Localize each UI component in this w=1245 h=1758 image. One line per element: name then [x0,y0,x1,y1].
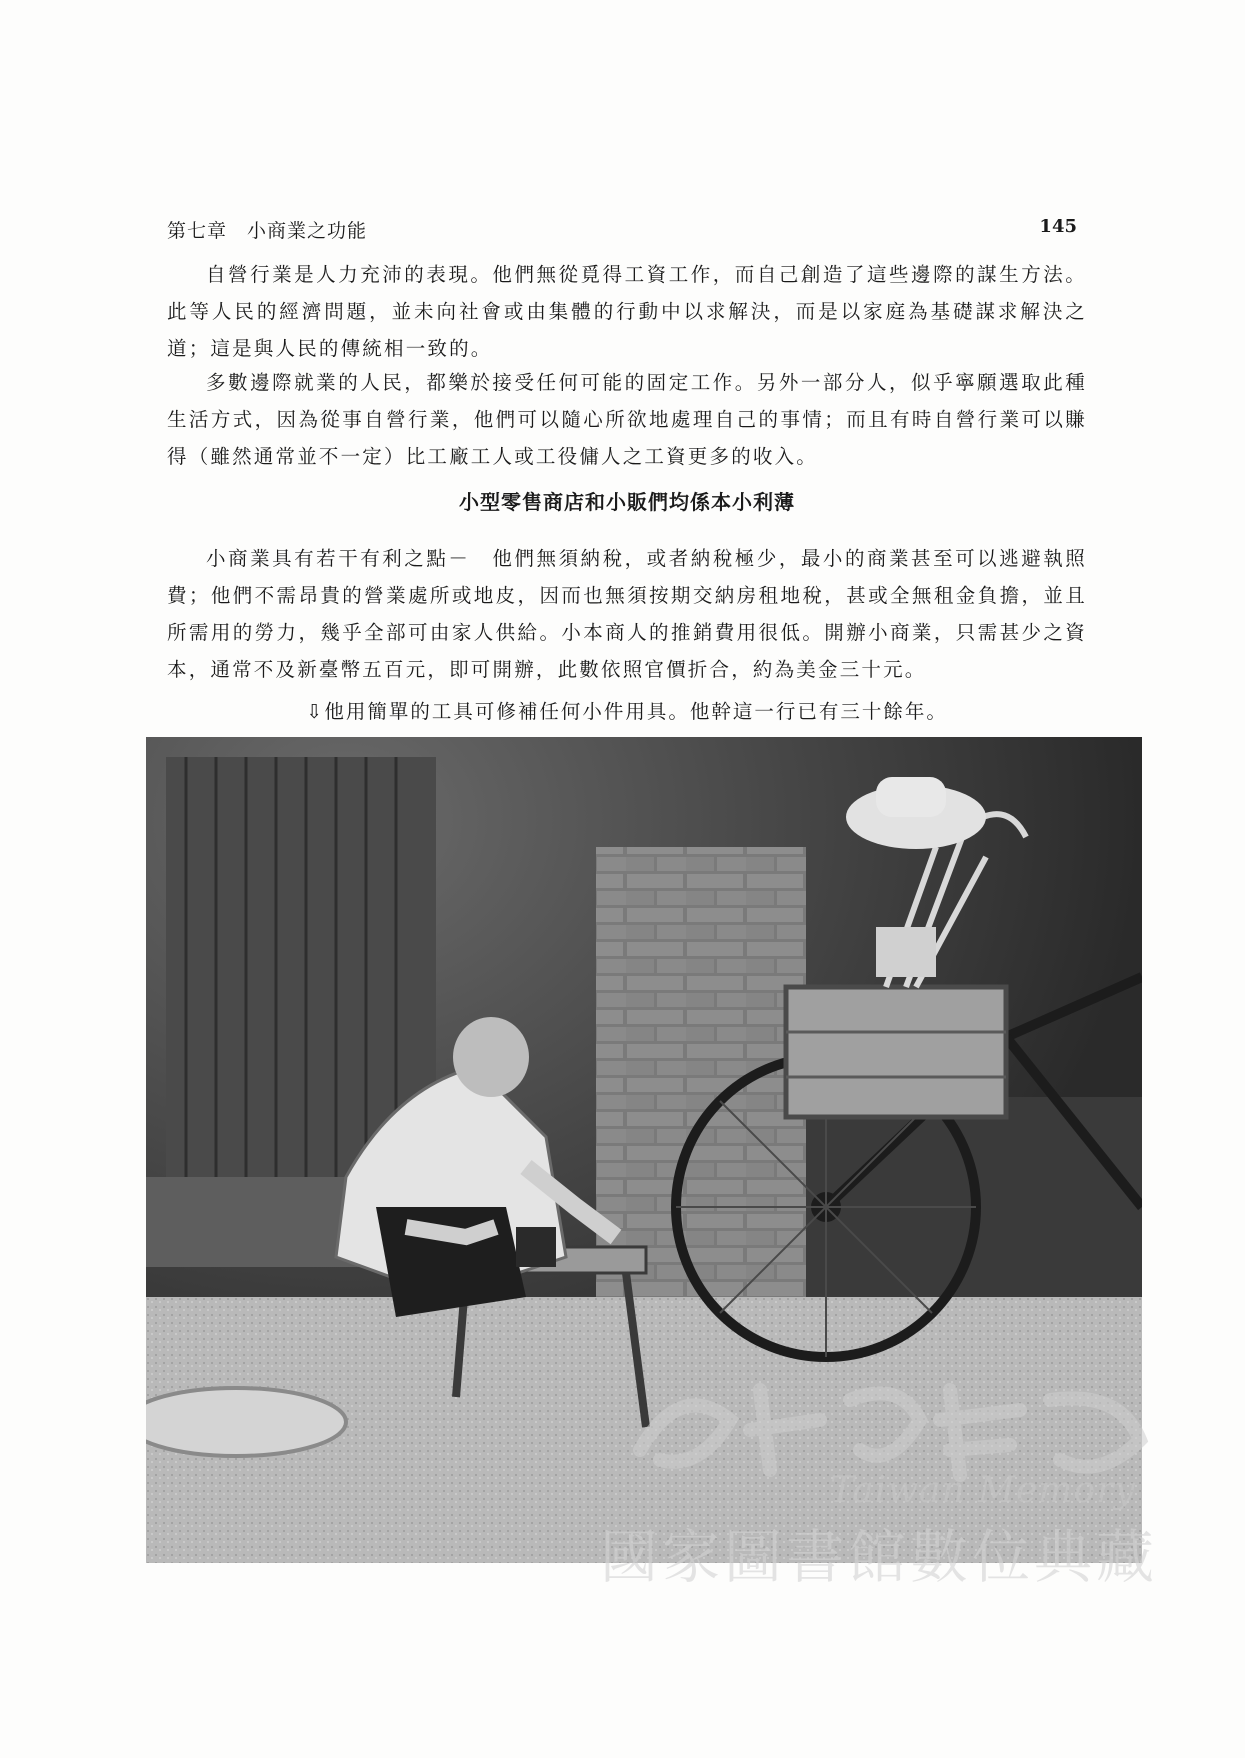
section-heading: 小型零售商店和小販們均係本小利薄 [459,490,795,514]
anvil [516,1227,556,1267]
running-head [167,214,1077,244]
tin-can [876,927,936,977]
craftsman-head [453,1017,529,1097]
paragraph-small-business-advantages: 小商業具有若干有利之點－ 他們無須納稅，或者納稅極少，最小的商業甚至可以逃避執照費；他們不需昂貴的營業處所或地皮，因而也無須按期交納房租地稅，甚或全無租金負擔，並且所需用的勞力，幾乎全部可由家人供給。小本商人的推銷費用很低。開辦小商業，只需甚少之資本，通常不及新臺幣五百元，即可開辦，此數依照官價折合，約為美金三十元。 [167,547,1087,681]
paragraph-marginal-employment: 多數邊際就業的人民，都樂於接受任何可能的固定工作。另外一部分人，似乎寧願選取此種生活方式，因為從事自營行業，他們可以隨心所欲地處理自己的事情；而且有時自營行業可以賺得（雖然通常並不一定）比工廠工人或工役傭人之工資更多的收入。 [167,371,1087,468]
photo-caption: ⇩他用簡單的工具可修補任何小件用具。他幹這一行已有三十餘年。 [306,700,948,723]
page-number: 145 [1039,216,1077,237]
chapter-title: 第七章 小商業之功能 [167,220,368,242]
photo-illustration [146,737,1142,1563]
watermark-chinese: 國家圖書館數位典藏 [600,1523,1159,1591]
manhole-cover [146,1388,346,1456]
photo-tinker-repairing-tools [146,737,1142,1563]
paragraph-self-employment: 自營行業是人力充沛的表現。他們無從覓得工資工作，而自己創造了這些邊際的謀生方法。此等人民的經濟問題，並未向社會或由集體的行動中以求解決，而是以家庭為基礎謀求解決之道；這是與人民的傳統相一致的。 [167,263,1087,360]
watermark-english: Taiwan Memory [830,1470,1136,1511]
wooden-crate [786,987,1006,1117]
